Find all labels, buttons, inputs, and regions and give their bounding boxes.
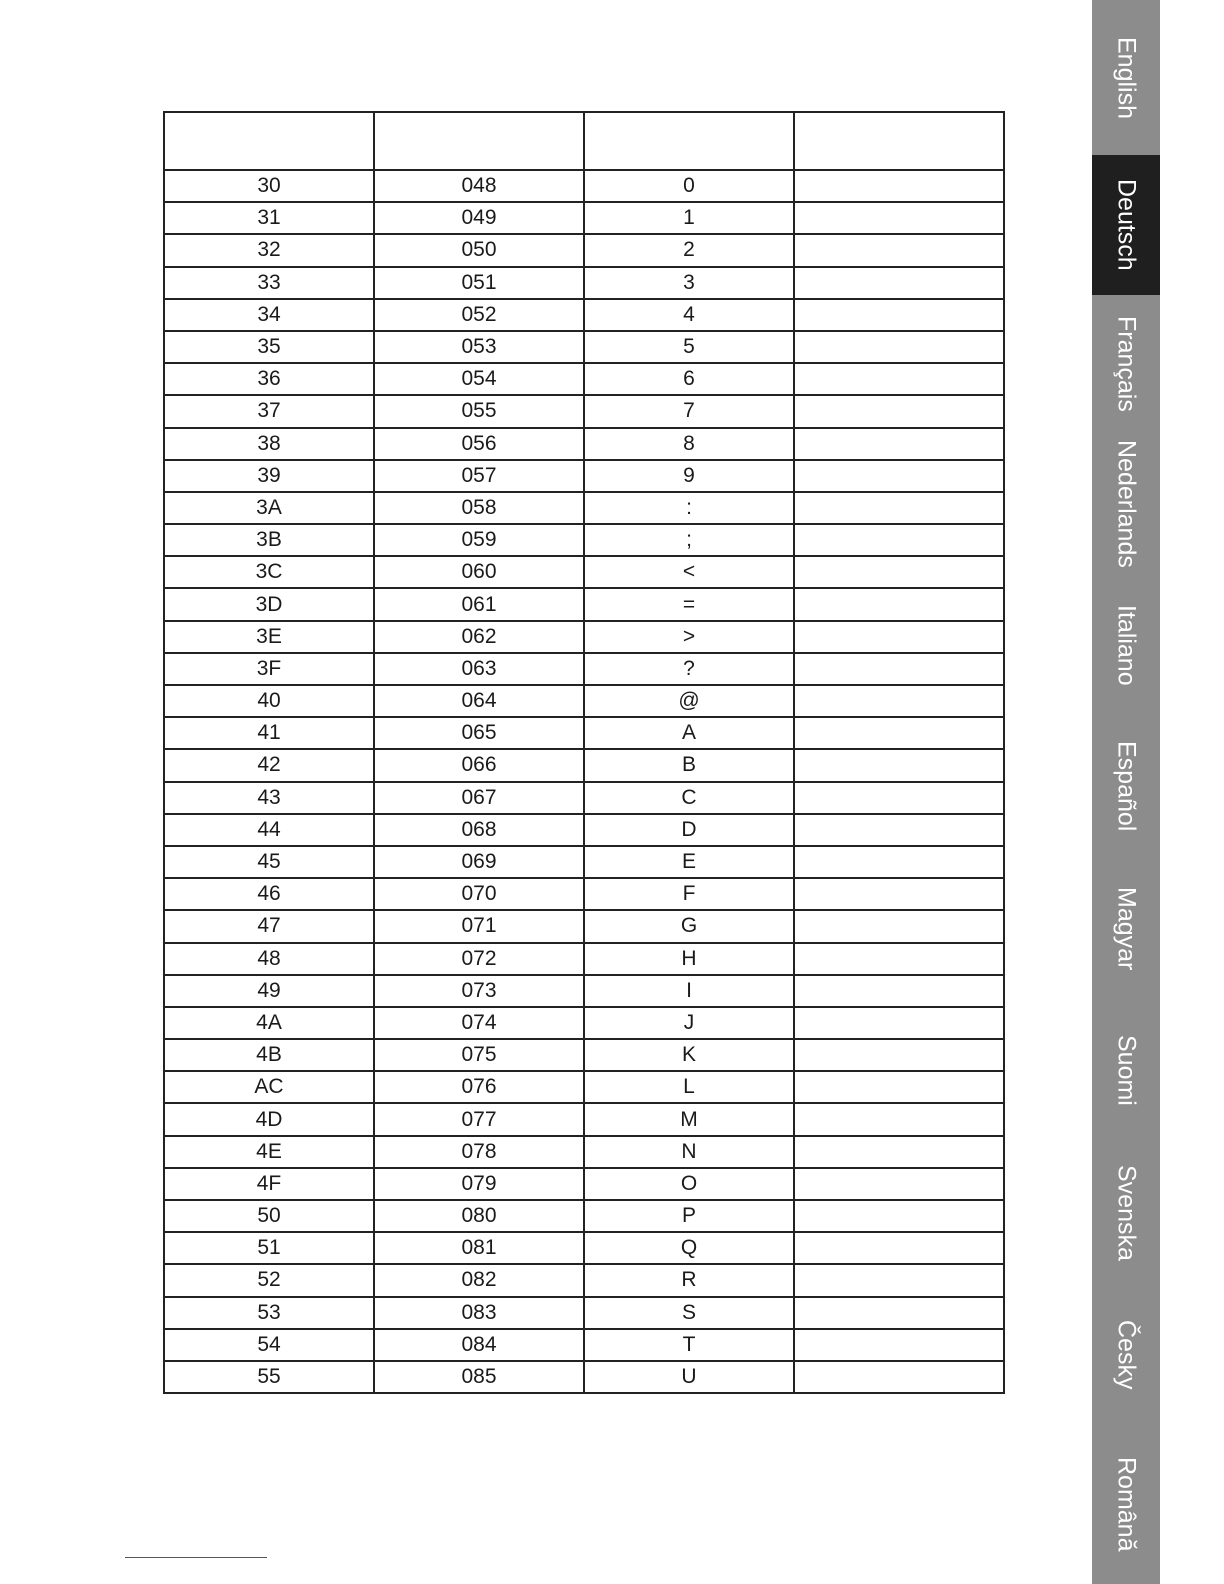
table-row — [164, 814, 1004, 846]
table-cell — [794, 460, 1004, 492]
table-row — [164, 1071, 1004, 1103]
table-body — [164, 170, 1004, 1393]
table-cell: C — [584, 782, 794, 814]
table-cell: 078 — [374, 1136, 584, 1168]
table-row — [164, 975, 1004, 1007]
table-row — [164, 1103, 1004, 1135]
language-tab-bar — [1092, 0, 1160, 1584]
table-cell: 077 — [374, 1103, 584, 1135]
table-cell: 7 — [584, 395, 794, 427]
table-cell: 4F — [164, 1168, 374, 1200]
table-cell — [794, 363, 1004, 395]
table-cell: 076 — [374, 1071, 584, 1103]
table-cell: 075 — [374, 1039, 584, 1071]
column-header — [584, 112, 794, 170]
column-header — [374, 112, 584, 170]
table-cell: 067 — [374, 782, 584, 814]
table-cell: 053 — [374, 331, 584, 363]
table-cell: O — [584, 1168, 794, 1200]
table-cell: : — [584, 492, 794, 524]
table-cell: 33 — [164, 267, 374, 299]
table-cell: ? — [584, 653, 794, 685]
table-cell — [794, 1039, 1004, 1071]
table-row — [164, 234, 1004, 266]
table-cell: 0 — [584, 170, 794, 202]
table-cell: 3E — [164, 621, 374, 653]
table-cell: 059 — [374, 524, 584, 556]
table-cell: 3 — [584, 267, 794, 299]
table-cell: 43 — [164, 782, 374, 814]
table-cell — [794, 910, 1004, 942]
table-cell — [794, 588, 1004, 620]
language-tab-1[interactable] — [1092, 0, 1160, 155]
table-cell — [794, 492, 1004, 524]
table-cell: 37 — [164, 395, 374, 427]
table-cell: 083 — [374, 1297, 584, 1329]
table-cell: 3A — [164, 492, 374, 524]
table-cell: 39 — [164, 460, 374, 492]
table-cell — [794, 1071, 1004, 1103]
table-row — [164, 1361, 1004, 1393]
table-row — [164, 1200, 1004, 1232]
table-cell — [794, 556, 1004, 588]
table-row — [164, 428, 1004, 460]
table-cell: 1 — [584, 202, 794, 234]
table-cell: @ — [584, 685, 794, 717]
table-cell: M — [584, 1103, 794, 1135]
table-cell: 34 — [164, 299, 374, 331]
table-cell: 068 — [374, 814, 584, 846]
table-cell: 049 — [374, 202, 584, 234]
table-cell: 060 — [374, 556, 584, 588]
table-cell — [794, 621, 1004, 653]
table-cell: 35 — [164, 331, 374, 363]
table-row — [164, 492, 1004, 524]
table-row — [164, 943, 1004, 975]
table-row — [164, 1136, 1004, 1168]
table-row — [164, 1007, 1004, 1039]
language-tab-8[interactable] — [1092, 1000, 1160, 1140]
table-cell: 048 — [374, 170, 584, 202]
table-row — [164, 331, 1004, 363]
table-cell: 065 — [374, 717, 584, 749]
language-tab-label: Italiano — [1112, 604, 1141, 686]
table-row — [164, 1329, 1004, 1361]
table-cell: Q — [584, 1232, 794, 1264]
table-cell — [794, 1232, 1004, 1264]
table-cell: R — [584, 1264, 794, 1296]
table-cell: A — [584, 717, 794, 749]
table-cell: > — [584, 621, 794, 653]
table-cell — [794, 395, 1004, 427]
table-cell: 47 — [164, 910, 374, 942]
language-tab-label: Magyar — [1112, 887, 1141, 971]
table-cell: 079 — [374, 1168, 584, 1200]
table-cell: 052 — [374, 299, 584, 331]
table-cell — [794, 749, 1004, 781]
table-cell: 51 — [164, 1232, 374, 1264]
table-cell: 3D — [164, 588, 374, 620]
table-cell: 3F — [164, 653, 374, 685]
table-row — [164, 363, 1004, 395]
language-tab-10[interactable] — [1092, 1285, 1160, 1425]
table-cell: 057 — [374, 460, 584, 492]
table-cell — [794, 267, 1004, 299]
table-cell: ; — [584, 524, 794, 556]
table-cell: 073 — [374, 975, 584, 1007]
table-cell: 49 — [164, 975, 374, 1007]
language-tab-label: Česky — [1112, 1320, 1141, 1390]
table-row — [164, 910, 1004, 942]
language-tab-7[interactable] — [1092, 858, 1160, 1000]
table-cell: 32 — [164, 234, 374, 266]
language-tab-label: Français — [1112, 316, 1141, 412]
language-tab-label: Română — [1112, 1457, 1141, 1552]
table-cell: < — [584, 556, 794, 588]
table-cell: 42 — [164, 749, 374, 781]
table-cell: 069 — [374, 846, 584, 878]
table-cell: 066 — [374, 749, 584, 781]
table-cell — [794, 1361, 1004, 1393]
table-cell — [794, 1136, 1004, 1168]
table-cell: 41 — [164, 717, 374, 749]
table-cell: 36 — [164, 363, 374, 395]
table-row — [164, 1297, 1004, 1329]
table-cell: 058 — [374, 492, 584, 524]
table-cell: B — [584, 749, 794, 781]
table-cell — [794, 1297, 1004, 1329]
table-cell: K — [584, 1039, 794, 1071]
table-cell: H — [584, 943, 794, 975]
table-cell: 074 — [374, 1007, 584, 1039]
table-cell — [794, 814, 1004, 846]
table-cell: 44 — [164, 814, 374, 846]
table-cell: 056 — [374, 428, 584, 460]
language-tab-label: Svenska — [1112, 1164, 1141, 1261]
table-row — [164, 685, 1004, 717]
table-cell: 30 — [164, 170, 374, 202]
table-row — [164, 267, 1004, 299]
table-cell: 061 — [374, 588, 584, 620]
table-cell: 50 — [164, 1200, 374, 1232]
table-cell: 45 — [164, 846, 374, 878]
table-cell: I — [584, 975, 794, 1007]
table-row — [164, 878, 1004, 910]
table-cell: S — [584, 1297, 794, 1329]
table-cell — [794, 1103, 1004, 1135]
table-cell — [794, 975, 1004, 1007]
language-tab-label: Deutsch — [1112, 179, 1141, 271]
table-cell — [794, 846, 1004, 878]
table-cell: U — [584, 1361, 794, 1393]
table-cell: 4 — [584, 299, 794, 331]
table-cell — [794, 653, 1004, 685]
table-cell: T — [584, 1329, 794, 1361]
table-header-row — [164, 112, 1004, 170]
language-tab-11[interactable] — [1092, 1425, 1160, 1584]
language-tab-9[interactable] — [1092, 1140, 1160, 1285]
table-cell — [794, 1168, 1004, 1200]
table-row — [164, 556, 1004, 588]
table-cell: AC — [164, 1071, 374, 1103]
table-cell: 53 — [164, 1297, 374, 1329]
table-cell: G — [584, 910, 794, 942]
table-cell: 4D — [164, 1103, 374, 1135]
table-cell: 55 — [164, 1361, 374, 1393]
language-tab-5[interactable] — [1092, 575, 1160, 715]
table-row — [164, 395, 1004, 427]
table-cell — [794, 202, 1004, 234]
table-cell: J — [584, 1007, 794, 1039]
table-row — [164, 1264, 1004, 1296]
column-header — [164, 112, 374, 170]
table-cell: L — [584, 1071, 794, 1103]
table-row — [164, 524, 1004, 556]
table-cell: 4A — [164, 1007, 374, 1039]
table-row — [164, 717, 1004, 749]
table-cell: 051 — [374, 267, 584, 299]
language-tab-label: Nederlands — [1112, 440, 1141, 568]
table-cell — [794, 1264, 1004, 1296]
table-cell: E — [584, 846, 794, 878]
table-cell: 062 — [374, 621, 584, 653]
table-cell: 085 — [374, 1361, 584, 1393]
language-tab-6[interactable] — [1092, 715, 1160, 858]
table-cell — [794, 685, 1004, 717]
language-tab-label: Español — [1112, 741, 1141, 832]
table-cell — [794, 717, 1004, 749]
table-cell: 6 — [584, 363, 794, 395]
table-cell: 080 — [374, 1200, 584, 1232]
table-cell — [794, 428, 1004, 460]
table-cell — [794, 1329, 1004, 1361]
table-row — [164, 202, 1004, 234]
language-tab-2[interactable] — [1092, 155, 1160, 295]
table-cell: F — [584, 878, 794, 910]
table-cell — [794, 943, 1004, 975]
table-cell: 9 — [584, 460, 794, 492]
table-row — [164, 782, 1004, 814]
table-row — [164, 1232, 1004, 1264]
table-cell: 054 — [374, 363, 584, 395]
table-cell: N — [584, 1136, 794, 1168]
column-header — [794, 112, 1004, 170]
table-row — [164, 1039, 1004, 1071]
table-row — [164, 170, 1004, 202]
table-row — [164, 460, 1004, 492]
table-cell — [794, 782, 1004, 814]
table-cell: 071 — [374, 910, 584, 942]
table-cell: 46 — [164, 878, 374, 910]
table-row — [164, 588, 1004, 620]
table-cell: 063 — [374, 653, 584, 685]
table-cell — [794, 524, 1004, 556]
table-cell: 40 — [164, 685, 374, 717]
footer-rule — [125, 1557, 267, 1558]
table-cell: 081 — [374, 1232, 584, 1264]
table-cell — [794, 170, 1004, 202]
table-row — [164, 1168, 1004, 1200]
table-row — [164, 299, 1004, 331]
table-cell — [794, 1007, 1004, 1039]
table-cell: 072 — [374, 943, 584, 975]
table-cell: = — [584, 588, 794, 620]
table-row — [164, 621, 1004, 653]
language-tab-4[interactable] — [1092, 433, 1160, 575]
table-cell: 3B — [164, 524, 374, 556]
ascii-table — [163, 111, 1005, 1394]
table-cell: 52 — [164, 1264, 374, 1296]
table-cell — [794, 878, 1004, 910]
language-tab-label: Suomi — [1112, 1034, 1141, 1106]
table-cell: 54 — [164, 1329, 374, 1361]
table-cell — [794, 234, 1004, 266]
table-cell: 070 — [374, 878, 584, 910]
table-cell: D — [584, 814, 794, 846]
table-cell: 3C — [164, 556, 374, 588]
table-row — [164, 749, 1004, 781]
table-cell — [794, 1200, 1004, 1232]
table-row — [164, 846, 1004, 878]
table-cell — [794, 299, 1004, 331]
table-cell — [794, 331, 1004, 363]
table-cell: 084 — [374, 1329, 584, 1361]
table-cell: P — [584, 1200, 794, 1232]
language-tab-3[interactable] — [1092, 295, 1160, 433]
table-cell: 2 — [584, 234, 794, 266]
table-cell: 064 — [374, 685, 584, 717]
table-cell: 050 — [374, 234, 584, 266]
language-tab-label: English — [1112, 36, 1141, 119]
table-cell: 38 — [164, 428, 374, 460]
table-cell: 8 — [584, 428, 794, 460]
table-cell: 5 — [584, 331, 794, 363]
table-cell: 31 — [164, 202, 374, 234]
table-cell: 082 — [374, 1264, 584, 1296]
table-cell: 4E — [164, 1136, 374, 1168]
table-cell: 48 — [164, 943, 374, 975]
table-cell: 4B — [164, 1039, 374, 1071]
table-cell: 055 — [374, 395, 584, 427]
table-row — [164, 653, 1004, 685]
